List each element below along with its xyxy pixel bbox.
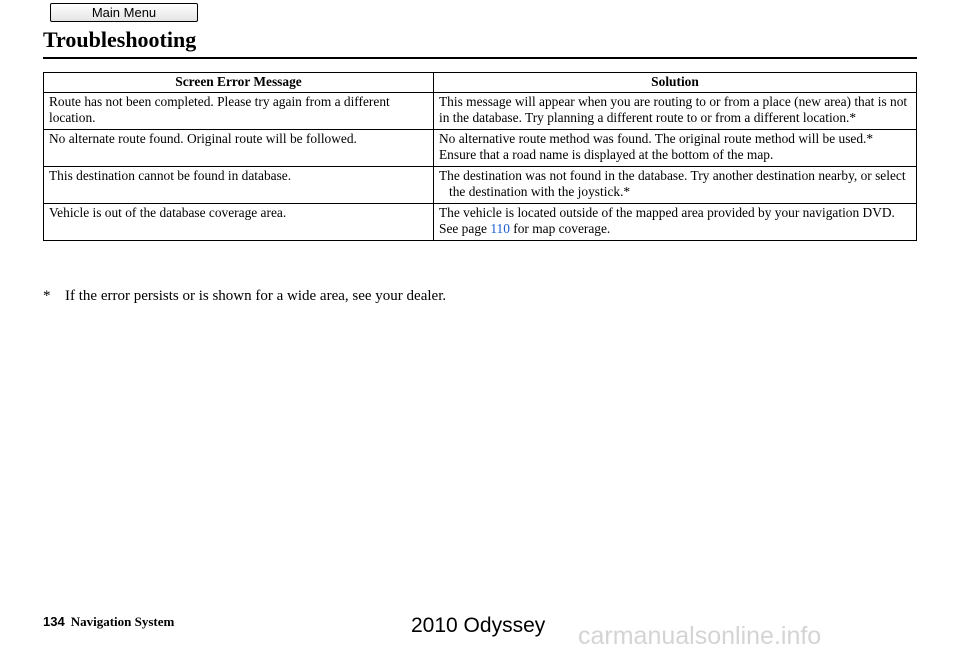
troubleshooting-table xyxy=(43,72,917,241)
table-header-row xyxy=(44,73,917,93)
footnote xyxy=(43,287,446,305)
table-row xyxy=(44,130,917,167)
model-label: 2010 Odyssey xyxy=(411,614,546,637)
footnote-marker: * xyxy=(43,288,51,304)
solution-cell: This message will appear when you are routing to or from a place (new area) that is not in the database. Try planning a different route to or from a different location.* xyxy=(434,93,917,130)
solution-cell xyxy=(434,167,917,204)
main-menu-button[interactable]: Main Menu xyxy=(50,3,198,22)
section-name: Navigation System xyxy=(70,614,175,629)
table-row xyxy=(44,93,917,130)
table-row xyxy=(44,204,917,241)
error-message-cell: Route has not been completed. Please try again from a different location. xyxy=(44,93,434,130)
solution-cell xyxy=(434,204,917,241)
column-header-message: Screen Error Message xyxy=(44,73,434,93)
error-message-cell: Vehicle is out of the database coverage area. xyxy=(44,204,434,241)
column-header-solution: Solution xyxy=(434,73,917,93)
page-link[interactable]: 110 xyxy=(490,221,510,236)
solution-text: No alternative route method was found. The original route method will be used.* xyxy=(439,131,874,146)
error-message-cell: This destination cannot be found in database. xyxy=(44,167,434,204)
site-watermark: carmanualsonline.info xyxy=(578,622,822,650)
solution-text: The vehicle is located outside of the mapped area provided by your navigation DVD. See page xyxy=(439,205,895,236)
page-number: 134 xyxy=(43,614,65,629)
page-title: Troubleshooting xyxy=(43,27,197,52)
solution-cell xyxy=(434,130,917,167)
error-message-cell: No alternate route found. Original route will be followed. xyxy=(44,130,434,167)
page-footer xyxy=(43,614,174,630)
table-row xyxy=(44,167,917,204)
title-divider xyxy=(43,57,917,59)
solution-text: The destination was not found in the database. Try another destination nearby, or select the destination with the joystick.* xyxy=(439,168,906,199)
solution-text: Ensure that a road name is displayed at the bottom of the map. xyxy=(439,147,774,162)
solution-text: for map coverage. xyxy=(509,221,611,236)
footnote-text: If the error persists or is shown for a wide area, see your dealer. xyxy=(65,288,447,304)
